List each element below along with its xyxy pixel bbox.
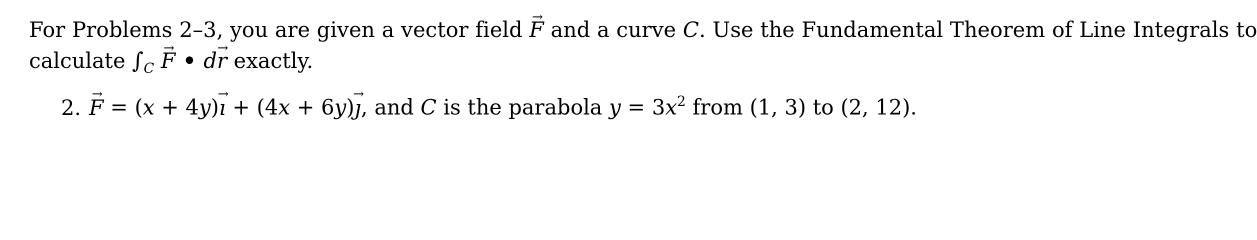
var-y: y <box>334 95 347 120</box>
integral-sign: ∫ <box>132 49 144 74</box>
intro-text: and a curve <box>543 18 683 42</box>
vector-F: → F <box>89 98 104 119</box>
math-text: , and <box>360 95 421 120</box>
curve-C: C <box>682 18 700 42</box>
intro-text: For Problems 2–3, you are given a vector field <box>29 18 530 42</box>
integral-subscript: C <box>143 60 155 77</box>
unit-vector-i: → ı <box>219 98 226 119</box>
math-text: + 6 <box>290 95 335 120</box>
dot-operator: • <box>175 48 204 73</box>
math-text: from (1, 3) to (2, 12). <box>685 95 917 120</box>
vector-F: → F <box>161 51 176 72</box>
intro-text: calculate <box>29 49 133 73</box>
problem-number: 2. <box>61 95 82 120</box>
var-x: x <box>142 95 155 120</box>
curve-C: C <box>420 95 437 120</box>
math-text: ) <box>346 95 355 120</box>
vector-r: → r <box>217 51 227 72</box>
var-y: y <box>198 95 211 120</box>
exponent: 2 <box>677 94 686 110</box>
math-text: + 4 <box>154 95 199 120</box>
math-text: = ( <box>103 95 143 120</box>
intro-text: exactly. <box>226 49 314 73</box>
math-text: ) <box>210 95 219 120</box>
intro-line-2 <box>29 50 313 77</box>
math-text: + (4 <box>225 95 279 120</box>
math-text: is the parabola <box>436 95 609 120</box>
vector-F: → F <box>529 20 544 41</box>
differential-d: d <box>203 49 217 73</box>
math-text: = 3 <box>620 95 666 120</box>
intro-line-1 <box>29 20 1257 41</box>
problem-2 <box>61 96 917 119</box>
var-x: x <box>665 95 678 120</box>
var-x: x <box>278 95 291 120</box>
var-y: y <box>609 95 621 120</box>
unit-vector-j: → ȷ <box>354 98 361 119</box>
intro-text: . Use the Fundamental Theorem of Line Integrals to <box>699 18 1257 42</box>
